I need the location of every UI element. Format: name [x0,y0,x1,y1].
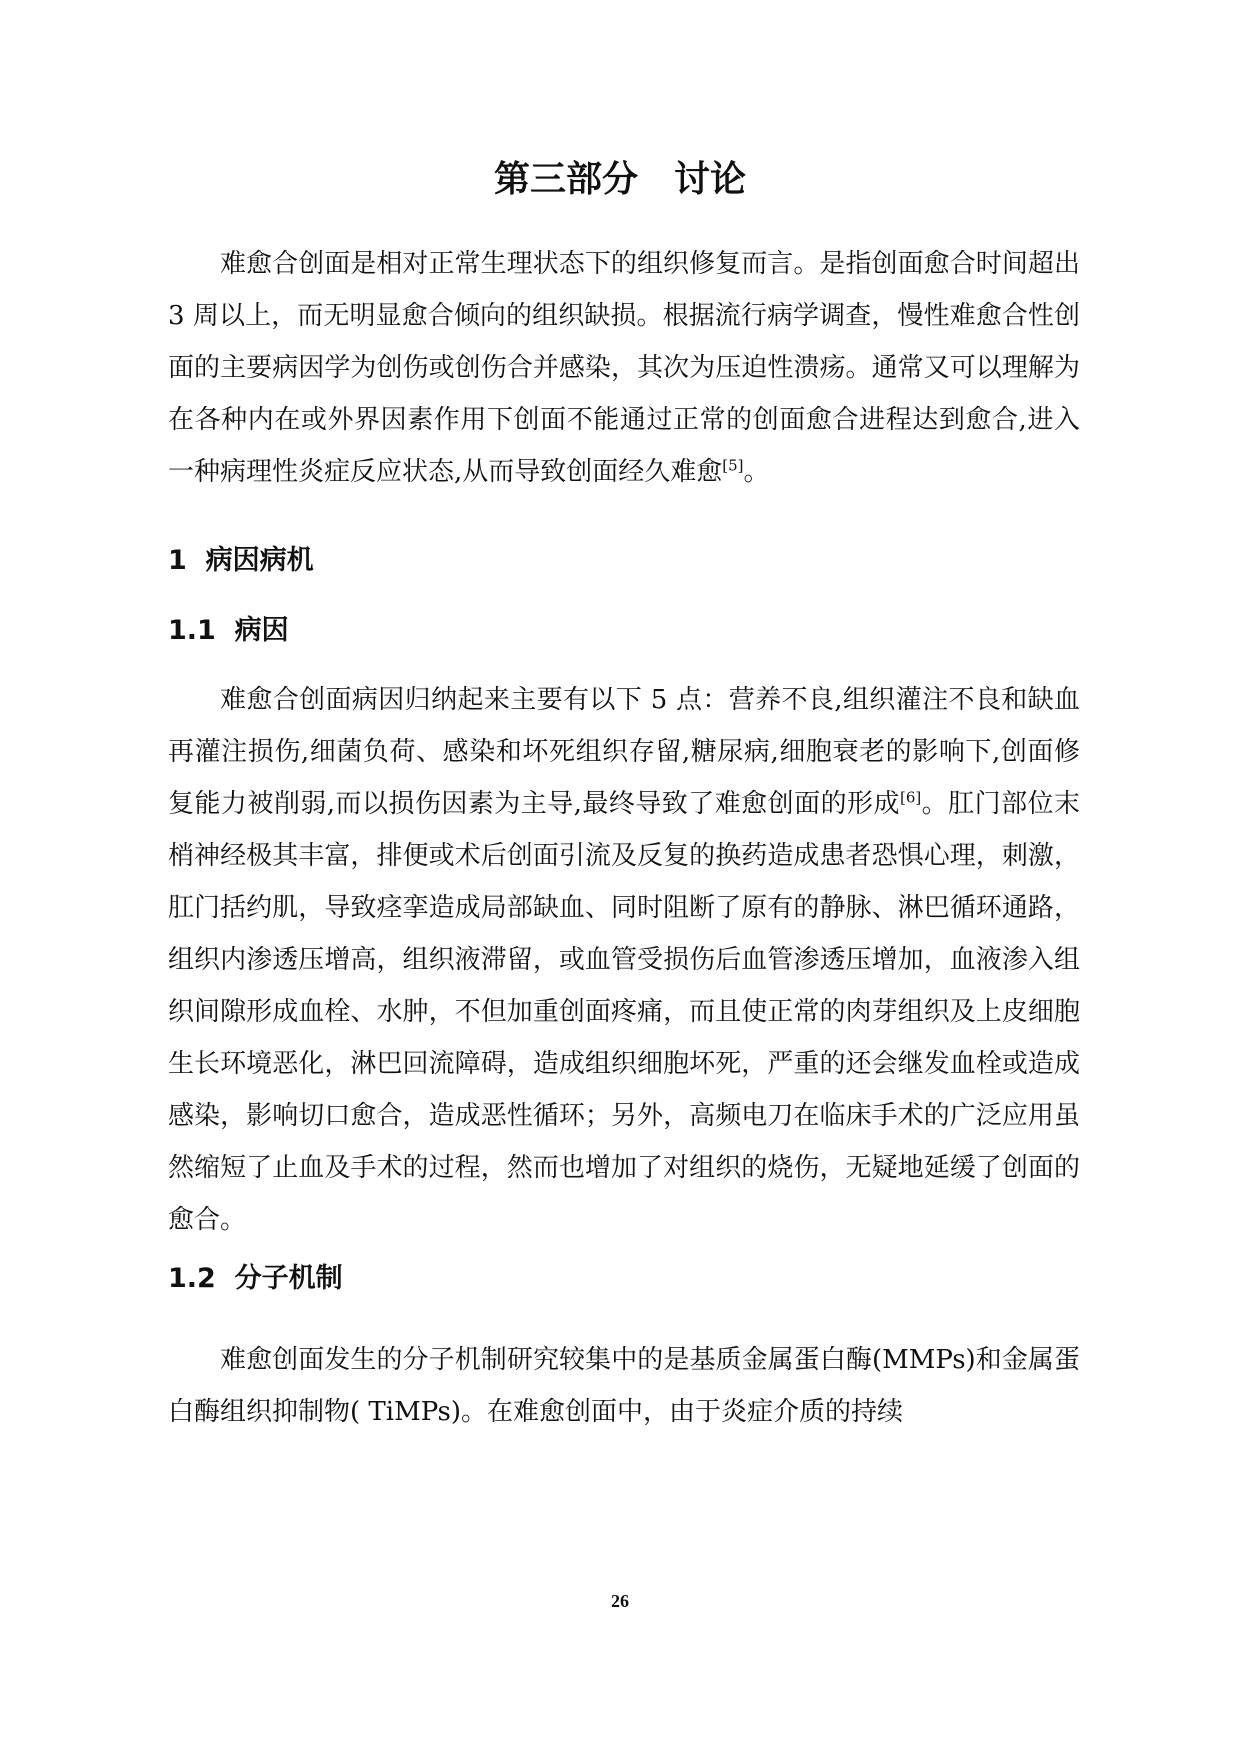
chapter-title: 第三部分 讨论 [493,159,746,200]
etiology-text-b: 。肛门部位末梢神经极其丰富，排便或术后创面引流及反复的换药造成患者恐惧心理，刺激，肛门括约肌，导致痉挛造成局部缺血、同时阻断了原有的静脉、淋巴循环通路，组织内渗透压增高，组织液滞留，或血管受损伤后血管渗透压增加，血液渗入组织间隙形成血栓、水肿，不但加重创面疼痛，而且使正常的肉芽组织及上皮细胞生长环境恶化，淋巴回流障碍，造成组织细胞坏死，严重的还会继发血栓或造成感染，影响切口愈合，造成恶性循环；另外，高频电刀在临床手术的广泛应用虽然缩短了止血及手术的过程，然而也增加了对组织的烧伤，无疑地延缓了创面的愈合。 [168,789,1080,1235]
section-heading-1: 1 病因病机 [168,545,314,576]
intro-tail: 。 [743,457,770,487]
molecular-text: 难愈创面发生的分子机制研究较集中的是基质金属蛋白酶(MMPs)和金属蛋白酶组织抑制物( TiMPs)。在难愈创面中，由于炎症介质的持续 [168,1345,1080,1427]
section-heading-1-1: 1.1 病因 [168,615,289,646]
section-heading-1-2: 1.2 分子机制 [168,1263,343,1294]
intro-paragraph [168,238,1080,498]
etiology-text-a: 难愈合创面病因归纳起来主要有以下 5 点：营养不良,组织灌注不良和缺血再灌注损伤,细菌负荷、感染和坏死组织存留,糖尿病,细胞衰老的影响下,创面修复能力被削弱,而以损伤因素为主导,最终导致了难愈创面的形成 [168,685,1080,819]
intro-text: 难愈合创面是相对正常生理状态下的组织修复而言。是指创面愈合时间超出 3 周以上，而无明显愈合倾向的组织缺损。根据流行病学调查，慢性难愈合性创面的主要病因学为创伤或创伤合并感染，其次为压迫性溃疡。通常又可以理解为在各种内在或外界因素作用下创面不能通过正常的创面愈合进程达到愈合,进入一种病理性炎症反应状态,从而导致创面经久难愈 [168,249,1080,487]
etiology-paragraph [168,674,1080,1246]
molecular-mechanism-paragraph [168,1334,1080,1438]
citation-5[interactable]: [5] [722,456,744,475]
citation-6[interactable]: [6] [899,788,922,807]
page-number: 26 [611,1591,629,1611]
